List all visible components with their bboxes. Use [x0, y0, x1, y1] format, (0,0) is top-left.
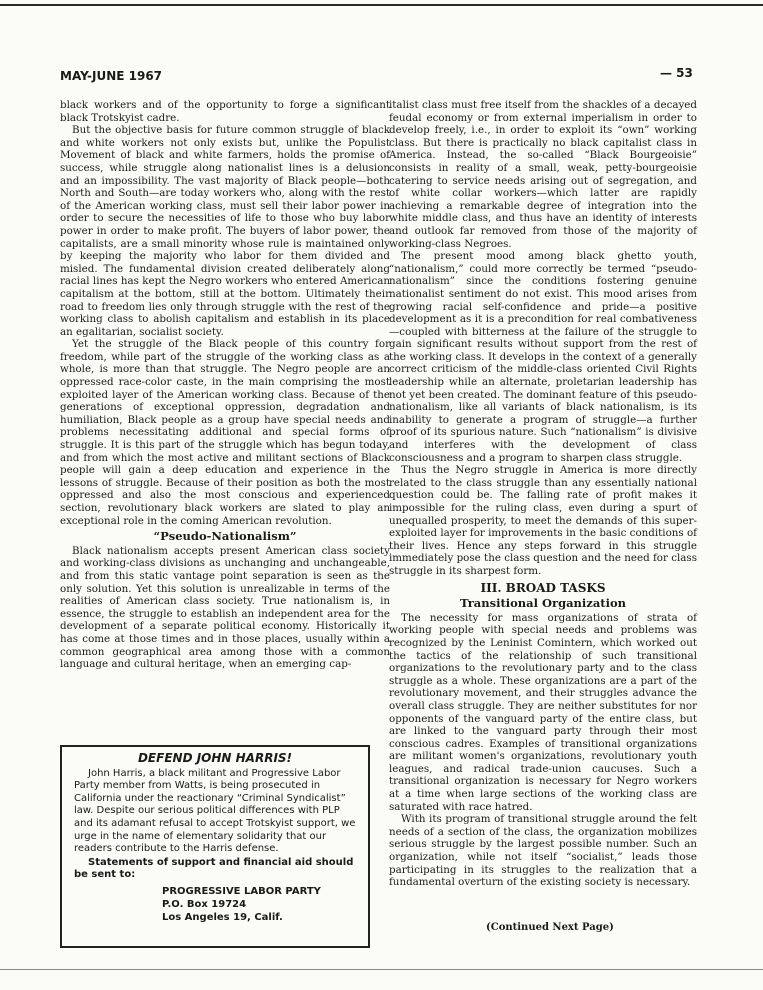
box-title: DEFEND JOHN HARRIS!	[137, 751, 293, 765]
page-number: — 53	[660, 66, 693, 80]
address-line: PROGRESSIVE LABOR PARTY	[162, 885, 321, 897]
address-line: Los Angeles 19, Calif.	[162, 911, 283, 923]
address-line: P.O. Box 19724	[162, 898, 247, 910]
issue-date: MAY-JUNE 1967	[60, 69, 163, 83]
bottom-rule	[0, 969, 763, 970]
paragraph: The present mood among black ghetto youth, “nationalism,” could more correctly be termed “pseudo-nationalism” since the conditions fostering genuine nationalist sentiment do not exist. This mood arises from growing racial self-confidence and pride—a positive development as it is a precondition for real combativeness—coupled with bitterness at the failure of the struggle to gain significant results without support from the rest of the working class. It develops in the context of a generally correct criticism of the middle-class oriented Civil Rights leadership while an alternate, proletarian leadership has not yet been created. The dominant feature of this pseudo-nationalism, like all variants of black nationalism, is its inability to generate a program of struggle—a further proof of its spurious nature. Such “nationalism” is divisive and interferes with the development of class consciousness and a program to sharpen class struggle.	[389, 250, 697, 464]
paragraph: The necessity for mass organizations of strata of working people with special needs and problems was recognized by the Leninist Comintern, which worked out the tactics of the relationship of such transitional organizations to the revolutionary party and to the class struggle as a whole. These organizations are a part of the revolutionary movement, and their struggles advance the overall class struggle. They are neither substitutes for nor opponents of the vanguard party of the entire class, but are linked to the vanguard party through their most conscious cadres. Examples of transitional organizations are militant women's organizations, revolutionary youth leagues, and radical trade-union caucuses. Such a transitional organization is necessary for Negro workers at a time when large sections of the working class are saturated with race hatred.	[389, 611, 697, 813]
paragraph: Yet the struggle of the Black people of this country for freedom, while part of the struggle of the working class as a whole, is more than that struggle. The Negro people are an oppressed race-color caste, in the main comprising the most exploited layer of the American working class. Because of the generations of exceptional oppression, degradation and humiliation, Black people as a group have special needs and problems necessitating additional and special forms of struggle. It is this part of the struggle which has begun today, and from which the most active and militant sections of Black people will gain a deep education and experience in the lessons of struggle. Because of their position as both the most oppressed and also the most conscious and experienced section, revolutionary black workers are slated to play an exceptional role in the coming American revolution.	[60, 338, 390, 527]
paragraph: But the objective basis for future common struggle of black and white workers not only exists but, unlike the Populist Movement of black and white farmers, holds the promise of success, while struggle along nationalist lines is a delusion and an impossibility. The vast majority of Black people—both North and South—are today workers who, along with the rest of the American working class, must sell their labor power in order to secure the necessities of life to those who buy labor power in order to make profit. The buyers of labor power, the capitalists, are a small minority whose rule is maintained only by keeping the majority who labor for them divided and misled. The fundamental division created deliberately along racial lines has kept the Negro workers who entered American capitalism at the bottom, still at the bottom. Ultimately their road to freedom lies only through struggle with the rest of the working class to abolish capitalism and establish in its place an egalitarian, socialist society.	[60, 124, 390, 338]
paragraph: Black nationalism accepts present American class society and working-class divisions as unchanging and unchangeable, and from this static vantage point separation is seen as the only solution. Yet this solution is unrealizable in terms of the realities of American class society. True nationalism is, in essence, the struggle to establish an independent area for the development of a separate political economy. Historically it has come at those times and in those places, usually within a common geographical area among those with a common language and cultural heritage, when an emerging cap-	[60, 544, 390, 671]
mailing-address	[162, 885, 356, 924]
paragraph: Thus the Negro struggle in America is more directly related to the class struggle than any essentially national question could be. The falling rate of profit makes it impossible for the ruling class, even during a spurt of unequalled prosperity, to meet the demands of this super-exploited layer for improvements in the basic conditions of their lives. Hence any steps forward in this struggle immediately pose the class question and the need for class struggle in its sharpest form.	[389, 464, 697, 577]
paragraph: With its program of transitional struggle around the felt needs of a section of the class, the organization mobilizes serious struggle by the largest possible number. Such an organization, while not itself “socialist,” leads those participating in its struggles to the realization that a fundamental overturn of the existing society is necessary.	[389, 813, 697, 889]
subsection-heading: Transitional Organization	[460, 596, 626, 611]
paragraph: black workers and of the opportunity to forge a significant black Trotskyist cadre.	[60, 99, 390, 124]
paragraph: italist class must free itself from the shackles of a decayed feudal economy or from external imperialism in order to develop freely, i.e., in order to exploit its “own” working class. But there is practically no black capitalist class in America. Instead, the so-called “Black Bourgeoisie” consists in reality of a small, weak, petty-bourgeoisie catering to service needs arising out of segregation, and of white collar workers—which latter are rapidly achieving a remarkable degree of integration into the white middle class, and thus have an identity of interests and outlook far removed from those of the majority of working-class Negroes.	[389, 99, 697, 250]
left-column	[60, 99, 390, 671]
top-rule	[0, 4, 763, 6]
defend-harris-box	[60, 745, 370, 948]
continued-note: (Continued Next Page)	[486, 922, 614, 933]
box-statement: Statements of support and financial aid should be sent to:	[74, 856, 354, 881]
section-heading: “Pseudo-Nationalism”	[153, 529, 297, 544]
right-column	[389, 99, 697, 889]
box-body: John Harris, a black militant and Progressive Labor Party member from Watts, is being prosecuted in California under the reactionary “Criminal Syndicalist” law. Despite our serious political differences with PLP and its adamant refusal to accept Trotskyist support, we urge in the name of elementary solidarity that our readers contribute to the Harris defense.	[74, 767, 356, 855]
section-heading: III. BROAD TASKS	[480, 580, 606, 595]
